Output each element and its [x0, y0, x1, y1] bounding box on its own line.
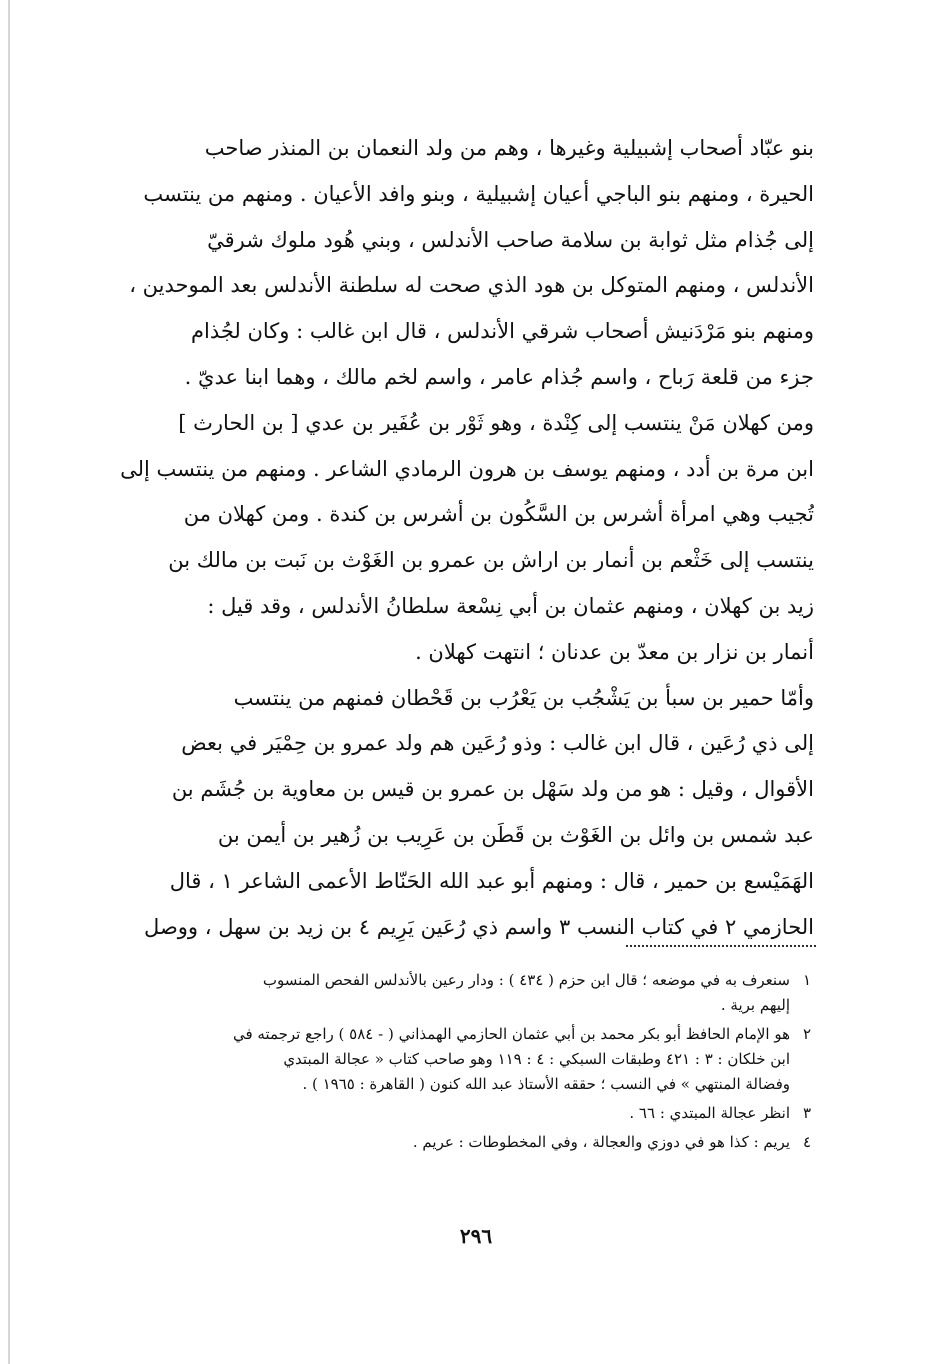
- main-text-line: ينتسب إلى خَثْعم بن أنمار بن اراش بن عمرو بن الغَوْث بن نَبت بن مالك بن: [168, 548, 814, 573]
- page-number: ٢٩٦: [459, 1224, 493, 1248]
- main-text-line: زيد بن كهلان ، ومنهم عثمان بن أبي نِسْعة سلطانُ الأندلس ، وقد قيل :: [207, 593, 814, 618]
- footnote-number: ٢: [802, 1025, 812, 1043]
- footnote-number: ٤: [802, 1133, 812, 1151]
- footnote-3: [106, 1101, 816, 1126]
- footnote-continuation-line: إليهم برية .: [720, 996, 790, 1014]
- footnote-line: [106, 968, 816, 993]
- footnote-continuation-line: وفضالة المنتهي » في النسب ؛ حققه الأستاذ عبد الله كنون ( القاهرة : ١٩٦٥ ) .: [302, 1075, 790, 1093]
- footnote-number: ١: [802, 971, 812, 989]
- main-text-line: ومنهم بنو مَرْدَنيش أصحاب شرقي الأندلس ، قال ابن غالب : وكان لجُذام: [190, 319, 814, 344]
- footnote-1: [106, 968, 816, 1018]
- main-text-line: إلى جُذام مثل ثوابة بن سلامة صاحب الأندلس ، وبني هُود ملوك شرقيّ: [207, 227, 814, 252]
- main-text-line: الحازمي ٢ في كتاب النسب ٣ واسم ذي رُعَين يَرِيم ٤ بن زيد بن سهل ، ووصل: [144, 914, 814, 939]
- footnote-text: يريم : كذا هو في دوزي والعجالة ، وفي المخطوطات : عريم .: [412, 1133, 790, 1151]
- footnote-text: سنعرف به في موضعه ؛ قال ابن حزم ( ٤٣٤ ) : ودار رعين بالأندلس الفحص المنسوب: [262, 971, 790, 989]
- left-margin-rule: [8, 0, 10, 1364]
- main-text-block: [106, 126, 814, 950]
- footnote-text: انظر عجالة المبتدي : ٦٦ .: [629, 1104, 790, 1122]
- main-text-line: عبد شمس بن وائل بن الغَوْث بن قَطَن بن عَرِيب بن زُهير بن أيمن بن: [217, 822, 814, 847]
- footnote-line: [106, 1130, 816, 1155]
- main-text-line: ابن مرة بن أدد ، ومنهم يوسف بن هرون الرمادي الشاعر . ومنهم من ينتسب إلى: [120, 456, 814, 481]
- footnote-4: [106, 1130, 816, 1155]
- main-text-line: تُجيب وهي امرأة أشرس بن السَّكُون بن أشرس بن كندة . ومن كهلان من: [183, 502, 814, 527]
- footnote-2: [106, 1022, 816, 1097]
- main-text-line: الهَمَيْسع بن حمير ، قال : ومنهم أبو عبد الله الحَنّاط الأعمى الشاعر ١ ، قال: [169, 868, 814, 893]
- main-text-line: الحيرة ، ومنهم بنو الباجي أعيان إشبيلية ، وبنو وافد الأعيان . ومنهم من ينتسب: [143, 181, 814, 206]
- main-text-line: وأمّا حمير بن سبأ بن يَشْجُب بن يَعْرُب بن قَحْطان فمنهم من ينتسب: [233, 685, 814, 710]
- footnote-continuation-line: ابن خلكان : ٣ : ٤٢١ وطبقات السبكي : ٤ : ١١٩ وهو صاحب كتاب « عجالة المبتدي: [283, 1050, 790, 1068]
- footnote-text: هو الإمام الحافظ أبو بكر محمد بن أبي عثمان الحازمي الهمذاني ( - ٥٨٤ ) راجع ترجمته في: [232, 1025, 790, 1043]
- footnote-separator: [626, 945, 816, 947]
- main-text-line: ومن كهلان مَنْ ينتسب إلى كِنْدة ، وهو ثَوْر بن عُفَير بن عدي [ بن الحارث ]: [178, 410, 814, 435]
- main-text-line: الأقوال ، وقيل : هو من ولد سَهْل بن عمرو بن قيس بن معاوية بن جُشَم بن: [171, 777, 814, 802]
- main-text-line: بنو عبّاد أصحاب إشبيلية وغيرها ، وهم من ولد النعمان بن المنذر صاحب: [204, 136, 814, 160]
- main-text-line: أنمار بن نزار بن معدّ بن عدنان ؛ انتهت كهلان .: [415, 639, 814, 664]
- footnotes-block: [106, 968, 816, 1159]
- main-text-line: إلى ذي رُعَين ، قال ابن غالب : وذو رُعَين هم ولد عمرو بن حِمْيَر في بعض: [181, 731, 814, 756]
- footnote-line: [106, 1022, 816, 1047]
- footnote-line: [106, 1101, 816, 1126]
- footnote-number: ٣: [802, 1104, 812, 1122]
- main-text-line: جزء من قلعة رَباح ، واسم جُذام عامر ، واسم لخم مالك ، وهما ابنا عديّ .: [184, 364, 814, 389]
- main-text-line: الأندلس ، ومنهم المتوكل بن هود الذي صحت له سلطنة الأندلس بعد الموحدين ،: [129, 273, 814, 298]
